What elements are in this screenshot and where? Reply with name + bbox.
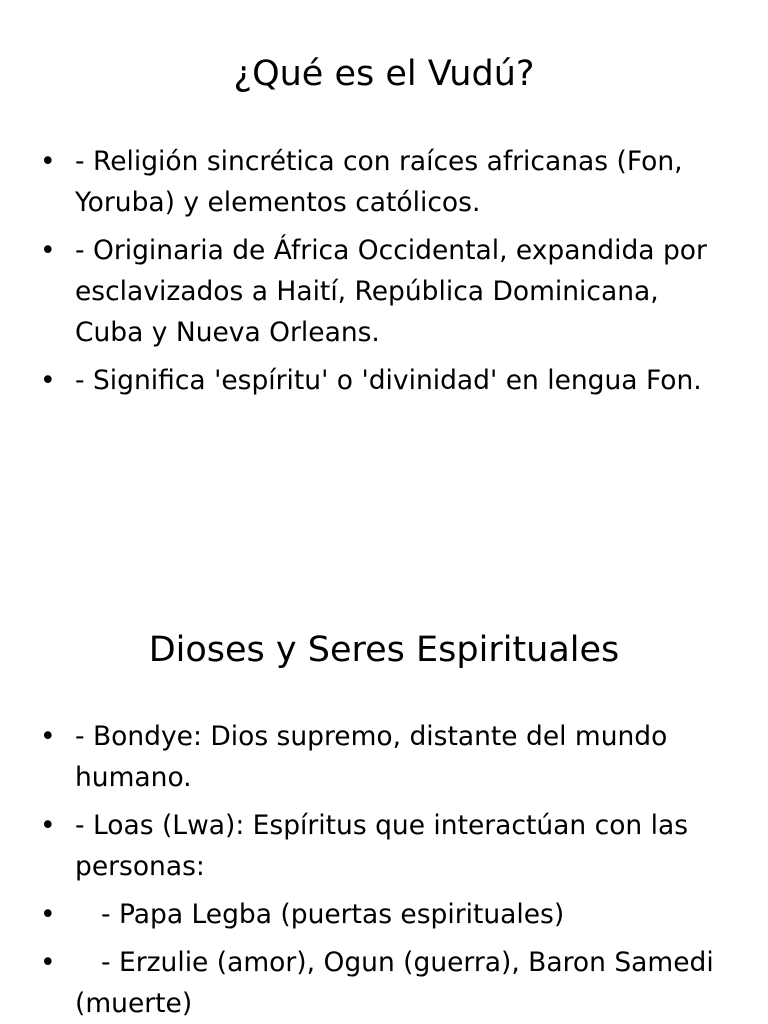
bullet-item	[40, 360, 730, 401]
bullet-icon: •	[40, 721, 56, 752]
slide-title: Dioses y Seres Espirituales	[148, 630, 620, 670]
bullet-text: - Erzulie (amor), Ogun (guerra), Baron Samedi (muerte)	[75, 947, 714, 1019]
bullet-text: - Papa Legba (puertas espirituales)	[101, 899, 565, 930]
bullet-text: - Significa 'espíritu' o 'divinidad' en lengua Fon.	[75, 365, 702, 396]
bullet-icon: •	[40, 146, 56, 177]
bullet-icon: •	[40, 810, 56, 841]
bullet-item	[40, 141, 730, 223]
bullet-item	[40, 716, 730, 798]
bullet-list	[40, 716, 730, 1024]
bullet-item	[40, 894, 730, 935]
bullet-icon: •	[40, 947, 56, 978]
bullet-list	[40, 141, 730, 408]
bullet-text: - Loas (Lwa): Espíritus que interactúan con las personas:	[75, 810, 689, 882]
bullet-icon: •	[40, 899, 56, 930]
bullet-item	[40, 805, 730, 887]
bullet-icon: •	[40, 235, 56, 266]
slide-dioses-y-seres-espirituales	[0, 512, 768, 1024]
bullet-icon: •	[40, 365, 56, 396]
slide-title: ¿Qué es el Vudú?	[233, 54, 535, 94]
bullet-item	[40, 942, 730, 1024]
bullet-text: - Originaria de África Occidental, expandida por esclavizados a Haití, República Dominicana, Cuba y Nueva Orleans.	[75, 235, 707, 348]
bullet-item	[40, 230, 730, 353]
bullet-text: - Bondye: Dios supremo, distante del mundo humano.	[75, 721, 668, 793]
bullet-text: - Religión sincrética con raíces africanas (Fon, Yoruba) y elementos católicos.	[75, 146, 683, 218]
